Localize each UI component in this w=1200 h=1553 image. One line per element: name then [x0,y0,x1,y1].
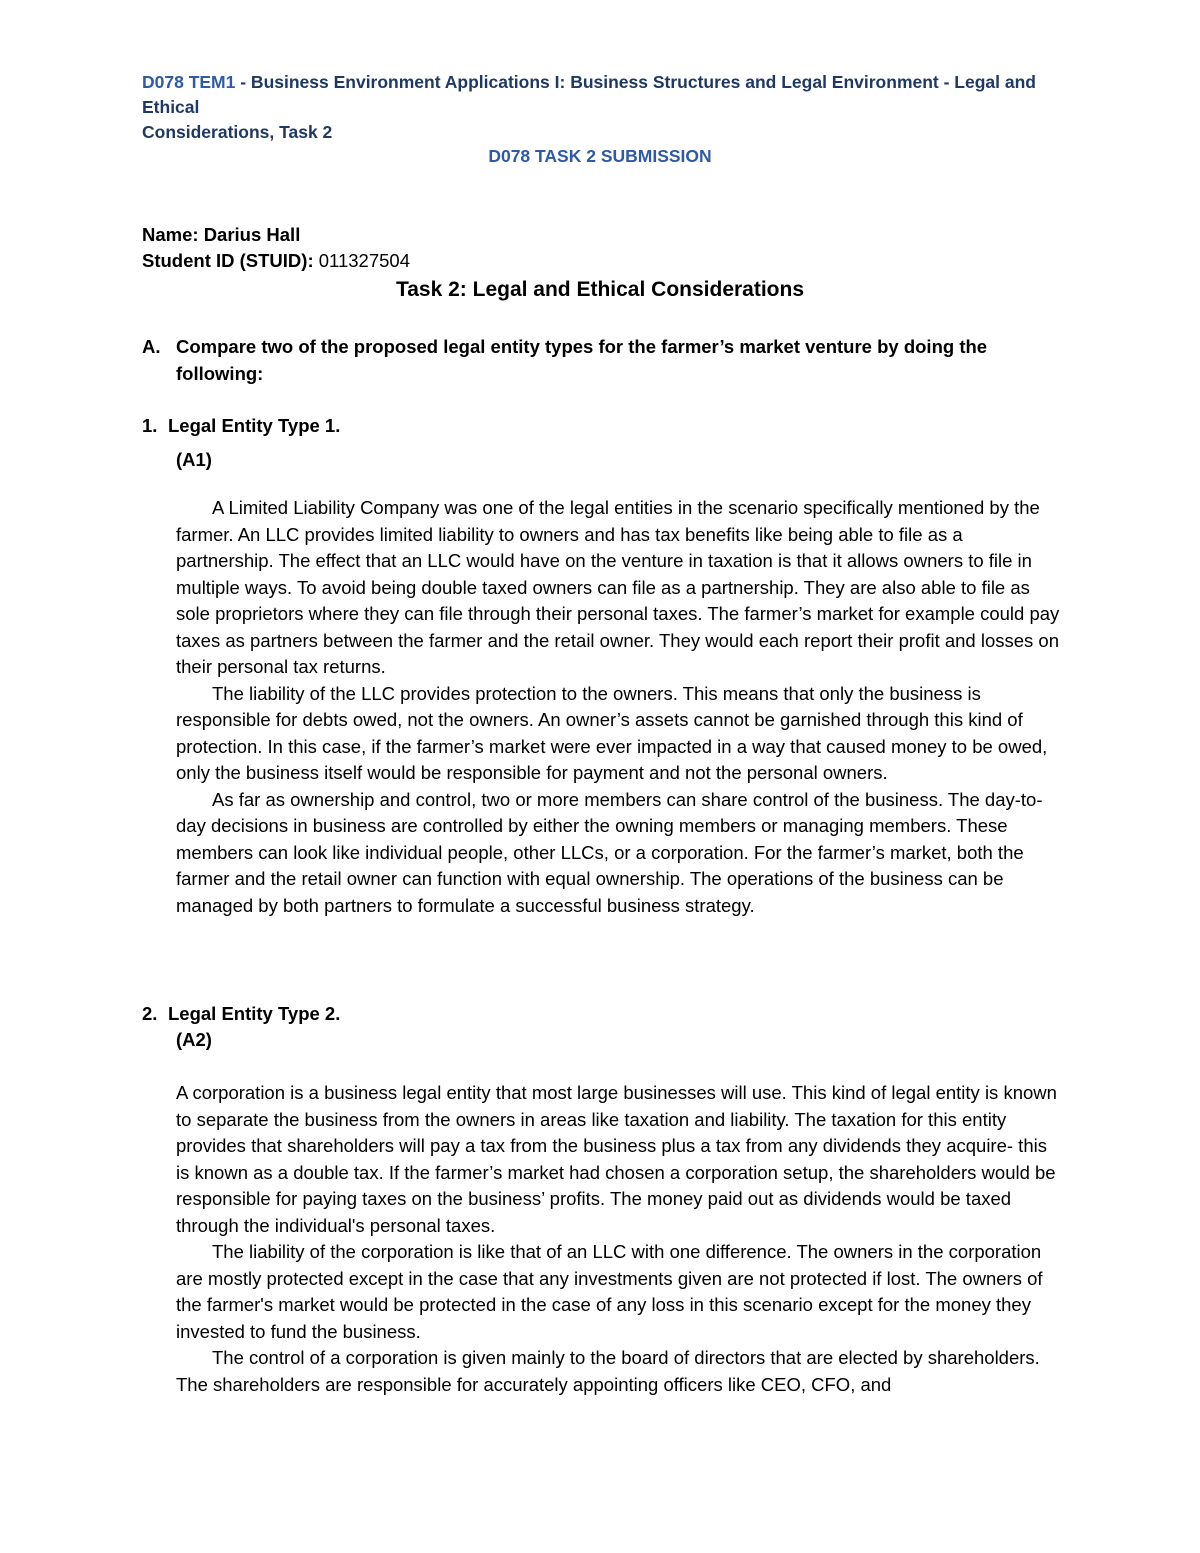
entity2-paragraph: A corporation is a business legal entity that most large businesses will use. This kind of legal entity is known to separate the business from the owners in areas like taxation and liability. The taxation for this entity provides that shareholders will pay a tax from the business plus a tax from any dividends they acquire- this is known as a double tax. If the farmer’s market had chosen a corporation setup, the shareholders would be responsible for paying taxes on the business’ profits. The money paid out as dividends would be taxed through the individual's personal taxes. [176,1082,1057,1236]
entity2-heading [142,1001,340,1027]
section-a-heading [142,334,1042,387]
entity2-tag: (A2) [176,1029,212,1050]
document-header [142,70,1062,145]
entity1-tag: (A1) [176,449,212,470]
entity1-number: 1. [142,415,158,436]
section-a-text: Compare two of the proposed legal entity types for the farmer’s market venture by doing the following: [176,336,988,384]
entity2-title: Legal Entity Type 2. [168,1003,341,1024]
student-id [142,248,410,274]
entity2-number: 2. [142,1003,158,1024]
entity2-body [176,1080,1060,1398]
header-title: - Business Environment Applications I: Business Structures and Legal Environment - Legal and Ethical [142,72,1036,117]
entity1-paragraph: A Limited Liability Company was one of the legal entities in the scenario specifically mentioned by the farmer. An LLC provides limited liability to owners and has tax benefits like being able to file as a partnership. The effect that an LLC would have on the venture in taxation is that it allows owners to file in multiple ways. To avoid being double taxed owners can file as a partnership. They are also able to file as sole proprietors where they can file through their personal taxes. The farmer’s market for example could pay taxes as partners between the farmer and the retail owner. They would each report their profit and losses on their personal tax returns. [176,497,1060,677]
entity2-paragraph: The liability of the corporation is like that of an LLC with one difference. The owners in the corporation are mostly protected except in the case that any investments given are not protected if lost. The owners of the farmer's market would be protected in the case of any loss in this scenario except for the money they invested to fund the business. [176,1241,1043,1342]
submission-title: D078 TASK 2 SUBMISSION [488,146,712,166]
header-title-line2: Considerations, Task 2 [142,122,333,142]
entity1-body [176,495,1060,919]
student-id-label: Student ID (STUID): [142,250,314,271]
student-id-value: 011327504 [313,250,410,271]
course-code: D078 TEM1 [142,72,236,92]
section-a-letter: A. [142,336,161,357]
entity1-heading [142,413,340,439]
entity2-paragraph: The control of a corporation is given mainly to the board of directors that are elected by shareholders. The shareholders are responsible for accurately appointing officers like CEO, CFO, and [176,1347,1040,1395]
task-title: Task 2: Legal and Ethical Considerations [395,278,805,301]
entity1-paragraph: The liability of the LLC provides protection to the owners. This means that only the business is responsible for debts owed, not the owners. An owner’s assets cannot be garnished through this kind of protection. In this case, if the farmer’s market were ever impacted in a way that caused money to be owed, only the business itself would be responsible for payment and not the personal owners. [176,682,1048,783]
student-name: Name: Darius Hall [142,224,301,245]
entity1-paragraph: As far as ownership and control, two or more members can share control of the business. The day-to-day decisions in business are controlled by either the owning members or managing members. These members can look like individual people, other LLCs, or a corporation. For the farmer’s market, both the farmer and the retail owner can function with equal ownership. The operations of the business can be managed by both partners to formulate a successful business strategy. [176,788,1043,916]
entity1-title: Legal Entity Type 1. [168,415,341,436]
